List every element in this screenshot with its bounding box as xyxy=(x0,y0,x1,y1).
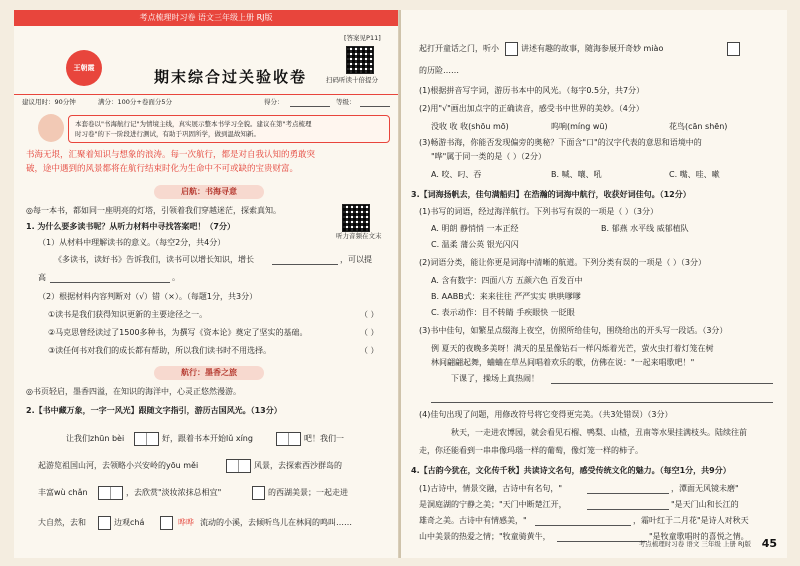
q1-1-text-tail: ，可以提 xyxy=(340,255,372,264)
q1-1-text-3: 。 xyxy=(172,273,180,282)
question-3-4: (4)佳句出现了问题，用修改符号将它变得更完美。（共3处错误）（3分） xyxy=(419,410,673,419)
reading-option-2[interactable]: 呜响(míng wū) xyxy=(551,122,608,131)
q2-line2-b: 风景，去探索西沙群岛的 xyxy=(254,461,342,470)
pinyin-grid-2[interactable] xyxy=(276,432,301,446)
qr-caption: 扫码听读十倍提分 xyxy=(326,76,378,84)
brand-logo: 王朝霞 xyxy=(66,50,102,86)
judge-paren-3[interactable]: （ ） xyxy=(360,346,379,355)
class-option-b[interactable]: B. AABB式：来来往往 严严实实 哄哄嗲嗲 xyxy=(431,292,581,301)
qr-code-icon[interactable] xyxy=(346,46,374,74)
note-line-1: 本套卷以"书海航行记"为情境主线，真实展示整本书学习全貌。建议在第"考点梳理 xyxy=(75,120,312,128)
class-option-c[interactable]: C. 表示动作：目不转睛 手疾眼快 一眨眼 xyxy=(431,308,575,317)
page-number: 45 xyxy=(761,537,777,550)
q2-line4-a: 大自然，去和 xyxy=(38,518,86,527)
q2-line1-c: 吧！我们一 xyxy=(304,434,344,443)
judge-item-1: ①读书是我们获得知识更新的主要途径之一。 xyxy=(48,310,208,319)
judge-item-2: ②马克思曾经读过了1500多种书，为撰写《资本论》奠定了坚实的基础。 xyxy=(48,328,308,337)
example-line-2: 林间翩翩起舞，蛐蛐在草丛间唱着欢乐的歌，仿佛在说："一起来唱歌吧！" xyxy=(431,358,695,367)
writing-line-2[interactable] xyxy=(431,402,773,403)
question-1-1: （1）从材料中理解读书的意义。（每空2分，共4分） xyxy=(38,238,226,247)
question-1: 1. 为什么要多读书呢？从听力材料中寻找答案吧！（7分） xyxy=(26,222,235,231)
section2-lead: ◎书页轻启，墨香四溢，在知识的海洋中，心灵正悠然漫游。 xyxy=(26,387,241,396)
girl-mascot-icon xyxy=(38,114,64,142)
poem-blank-4[interactable] xyxy=(557,541,647,542)
edit-text-1[interactable]: 秋天，一走进农博园，就会看见石榴、鸭梨、山楂，丑南等水果挂满枝头。陆续往前 xyxy=(451,428,747,437)
q1-1-blank-2[interactable] xyxy=(50,282,170,283)
q4-line1-a: (1)古诗中，情景交融，古诗中有名句，" xyxy=(419,484,563,493)
writing-line-1[interactable] xyxy=(551,383,773,384)
q2-dotted-word: 哗哗 xyxy=(178,518,194,527)
q2-line3-b: ，去欣赏"淡妆浓抹总相宜" xyxy=(126,488,222,497)
q4-line2-a: 是洞庭湖的宁静之美；"天门中断楚江开， xyxy=(419,500,567,509)
pinyin-grid-9[interactable] xyxy=(727,42,740,56)
pinyin-grid-5[interactable] xyxy=(252,486,265,500)
page-footer: 考点梳理时习卷 语文 三年级 上册 RJ版 xyxy=(638,540,751,548)
reading-option-3[interactable]: 花鸟(cān shēn) xyxy=(669,122,728,131)
question-1-2: （2）根据材料内容判断对（√）错（×）。（每题1分，共3分） xyxy=(38,292,258,301)
section1-lead: ◎每一本书，都如同一座明亮的灯塔，引领着我们穿越迷茫，探索真知。 xyxy=(26,206,281,215)
q4-line3-a: 雄奇之美。古诗中有情感美，" xyxy=(419,516,527,525)
grade-field[interactable] xyxy=(360,106,390,107)
q2-line4-d: 流动的小溪，去倾听鸟儿在林间的鸣叫…… xyxy=(200,518,352,527)
class-option-a[interactable]: A. 含有数字：四面八方 五颜六色 百发百中 xyxy=(431,276,583,285)
q4-line4-a: 山中美景的热爱之情；"牧童骑黄牛， xyxy=(419,532,551,541)
poem-blank-2[interactable] xyxy=(587,509,669,510)
q4-line2-b: "是天门山和长江的 xyxy=(671,500,739,509)
judge-item-3: ③读任何书对我们的成长都有帮助，所以我们读书时不用选择。 xyxy=(48,346,272,355)
q2-line1-b: 好，跟着书本开始lǔ xíng xyxy=(162,434,253,443)
writing-prompt: 下课了，操场上真热闹！ xyxy=(451,374,539,383)
word-option-a[interactable]: A. 明朗 静悄悄 一本正经 xyxy=(431,224,519,233)
right-page xyxy=(401,10,787,558)
intro-line-1: 书海无垠，汇聚着知识与想象的浪涛。每一次航行，都是对自我认知的勇敢突 xyxy=(26,150,316,160)
intro-line-2: 破，途中遇到的风景都将在航行结束时化为生命中不可或缺的宝贵财富。 xyxy=(26,164,299,174)
q4-line3-b: ，霜叶红于二月花"是诗人对秋天 xyxy=(633,516,749,525)
r-question-1: (1)根据拼音写字词，游历书本中的风光。（每字0.5分，共7分） xyxy=(419,86,645,95)
page-title: 期末综合过关验收卷 xyxy=(154,68,308,86)
q4-line4-b: "是牧童歌唱时的喜悦之情。 xyxy=(649,532,749,541)
question-4: 4.【古韵今犹在，文化传千秋】共读诗文名句，感受传统文化的魅力。（每空1分，共9分） xyxy=(411,466,731,475)
left-page xyxy=(14,10,399,558)
time-meta: 建议用时：90分钟 xyxy=(22,98,76,106)
section-banner-1: 启航：书海寻意 xyxy=(154,185,264,199)
judge-paren-2[interactable]: （ ） xyxy=(360,328,379,337)
reading-option-1[interactable]: 没收 收 收(shōu mō) xyxy=(431,122,509,131)
pinyin-grid-1[interactable] xyxy=(134,432,159,446)
grade-label: 等级： xyxy=(336,98,356,106)
note-line-2: 时习卷"的下一阶段进行测试，有助于巩固所学，做到温故知新。 xyxy=(75,130,260,138)
question-3: 3.【词海扬帆去，佳句满船归】在浩瀚的词海中航行，收获好词佳句。（12分） xyxy=(411,190,691,199)
pinyin-grid-4[interactable] xyxy=(98,486,123,500)
question-3-1: (1)书写的词语，经过海洋航行。下列书写有误的一项是（ ）（3分） xyxy=(419,207,658,216)
audio-qr-icon[interactable] xyxy=(342,204,370,232)
poem-blank-1[interactable] xyxy=(587,493,669,494)
q2-line2-a: 起游览祖国山河，去领略小兴安岭的yōu měi xyxy=(38,461,199,470)
header-rule xyxy=(14,94,398,95)
edit-text-2[interactable]: 走，你还能看到一串串像玛瑙一样的葡萄，像灯笼一样的柿子。 xyxy=(419,446,643,455)
audio-caption: 听力音频在文末 xyxy=(336,232,382,240)
full-score-meta: 满分：100分+卷面分5分 xyxy=(98,98,172,106)
r-question-2: (2)用"√"画出加点字的正确读音，感受书中世界的美妙。（4分） xyxy=(419,104,644,113)
question-2: 2.【书中藏万象，一字一风光】跟随文字指引，游历古国风光。（13分） xyxy=(26,406,282,415)
q2-line1-a: 让我们zhūn bèi xyxy=(66,434,125,443)
note-box xyxy=(68,115,390,143)
pinyin-grid-6[interactable] xyxy=(98,516,111,530)
q4-line1-b: ，潭面无风镜未磨" xyxy=(671,484,739,493)
left-header-bar: 考点梳理时习卷 语文三年级上册 RJ版 xyxy=(14,10,398,26)
pinyin-grid-8[interactable] xyxy=(505,42,518,56)
judge-paren-1[interactable]: （ ） xyxy=(360,310,379,319)
pinyin-grid-7[interactable] xyxy=(160,516,173,530)
question-3-2: (2)词语分类，能让你更是词海中清晰的航道。下列分类有误的一项是（ ）（3分） xyxy=(419,258,706,267)
q1-1-blank-1[interactable] xyxy=(272,264,338,265)
word-option-c[interactable]: C. 温柔 蒲公英 银光闪闪 xyxy=(431,240,519,249)
radical-option-c[interactable]: C. 嘴、哇、嗽 xyxy=(669,170,720,179)
question-3-3: (3)书中佳句，如繁星点缀海上夜空，仿照所给佳句，围绕给出的开头写一段话。（3分） xyxy=(419,326,728,335)
r-line1-a: 起打开童话之门，听小 xyxy=(419,44,499,53)
example-line-1: 例 夏天的夜晚多美呀！满天的星星像钻石一样闪烁着光芒，萤火虫打着灯笼在树 xyxy=(431,344,714,353)
q2-line3-a: 丰富wù chǎn xyxy=(38,488,88,497)
r-question-3: (3)畅游书海，你能否发现偏旁的奥秘？下面含"口"的汉字代表的意思和语境中的 xyxy=(419,138,702,147)
poem-blank-3[interactable] xyxy=(535,525,631,526)
q1-1-text-2: 高 xyxy=(38,273,46,282)
word-option-b[interactable]: B. 郁燕 水平线 威郁植队 xyxy=(601,224,689,233)
radical-option-a[interactable]: A. 咬、叼、吞 xyxy=(431,170,482,179)
section-banner-2: 航行：墨香之旅 xyxy=(154,366,264,380)
q2-line4-b: 边观chá xyxy=(114,518,145,527)
score-field[interactable] xyxy=(290,106,330,107)
q1-1-text: 《多读书，读好书》告诉我们，读书可以增长知识，增长 xyxy=(54,255,254,264)
r-line1-b: 讲述有趣的故事，随海参展开奇妙 miào xyxy=(521,44,664,53)
score-label: 得分： xyxy=(264,98,284,106)
pinyin-grid-3[interactable] xyxy=(226,459,251,473)
r-line2: 的历险…… xyxy=(419,66,459,75)
radical-option-b[interactable]: B. 喊、嚷、吼 xyxy=(551,170,602,179)
q2-line3-c: 的西湖美景；一起走进 xyxy=(268,488,348,497)
r-question-3b: "哗"属于同一类的是（ ）（2分） xyxy=(431,152,546,161)
answer-tag: [答案见P11] xyxy=(344,34,381,42)
